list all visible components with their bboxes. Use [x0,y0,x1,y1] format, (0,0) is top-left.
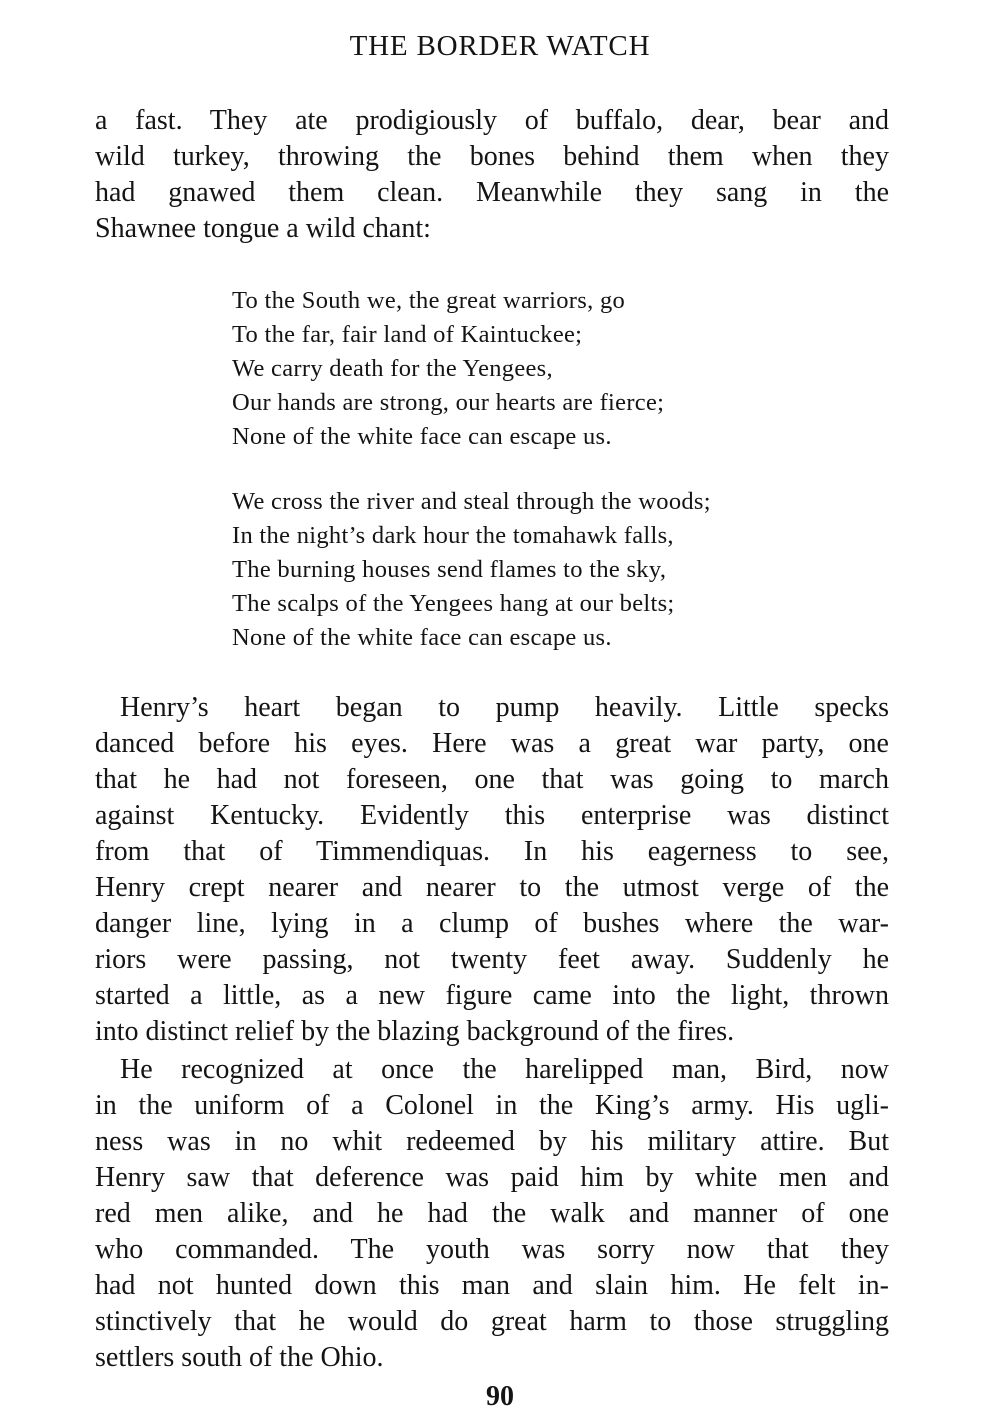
text-line: danced before his eyes. Here was a great war party, one [95,728,889,759]
text-line: in the uniform of a Colonel in the King’s army. His ugli- [95,1090,889,1121]
text-line: against Kentucky. Evidently this enterprise was distinct [95,800,889,831]
verse-line: To the far, fair land of Kaintuckee; [232,321,583,348]
text-line: stinctively that he would do great harm to those struggling [95,1306,889,1337]
text-line: had not hunted down this man and slain him. He felt in- [95,1270,889,1301]
verse-line: In the night’s dark hour the tomahawk falls, [232,522,674,549]
text-line: red men alike, and he had the walk and manner of one [95,1198,889,1229]
verse-line: We carry death for the Yengees, [232,355,553,382]
text-line: started a little, as a new figure came into the light, thrown [95,980,889,1011]
text-line: into distinct relief by the blazing background of the fires. [95,1016,735,1047]
verse-line: Our hands are strong, our hearts are fierce; [232,389,665,416]
text-line: had gnawed them clean. Meanwhile they sang in the [95,177,889,208]
verse-line: None of the white face can escape us. [232,423,612,450]
text-line: Henry saw that deference was paid him by white men and [95,1162,889,1193]
text-line: Henry’s heart began to pump heavily. Little specks [120,692,889,723]
verse-line: We cross the river and steal through the woods; [232,488,711,515]
verse-line: The burning houses send flames to the sky, [232,556,667,583]
verse-line: None of the white face can escape us. [232,624,612,651]
text-line: He recognized at once the harelipped man, Bird, now [120,1054,889,1085]
text-line: Shawnee tongue a wild chant: [95,213,431,244]
text-line: Henry crept nearer and nearer to the utmost verge of the [95,872,889,903]
page-number: 90 [486,1381,514,1412]
text-line: wild turkey, throwing the bones behind them when they [95,141,889,172]
verse-line: To the South we, the great warriors, go [232,287,626,314]
text-line: who commanded. The youth was sorry now that they [95,1234,889,1265]
text-line: from that of Timmendiquas. In his eagerness to see, [95,836,889,867]
running-title: THE BORDER WATCH [349,30,651,62]
text-line: riors were passing, not twenty feet away. Suddenly he [95,944,889,975]
text-line: ness was in no whit redeemed by his military attire. But [95,1126,889,1157]
text-line: settlers south of the Ohio. [95,1342,384,1373]
text-line: that he had not foreseen, one that was going to march [95,764,889,795]
text-line: a fast. They ate prodigiously of buffalo, dear, bear and [95,105,889,136]
text-line: danger line, lying in a clump of bushes where the war- [95,908,889,939]
verse-line: The scalps of the Yengees hang at our belts; [232,590,675,617]
